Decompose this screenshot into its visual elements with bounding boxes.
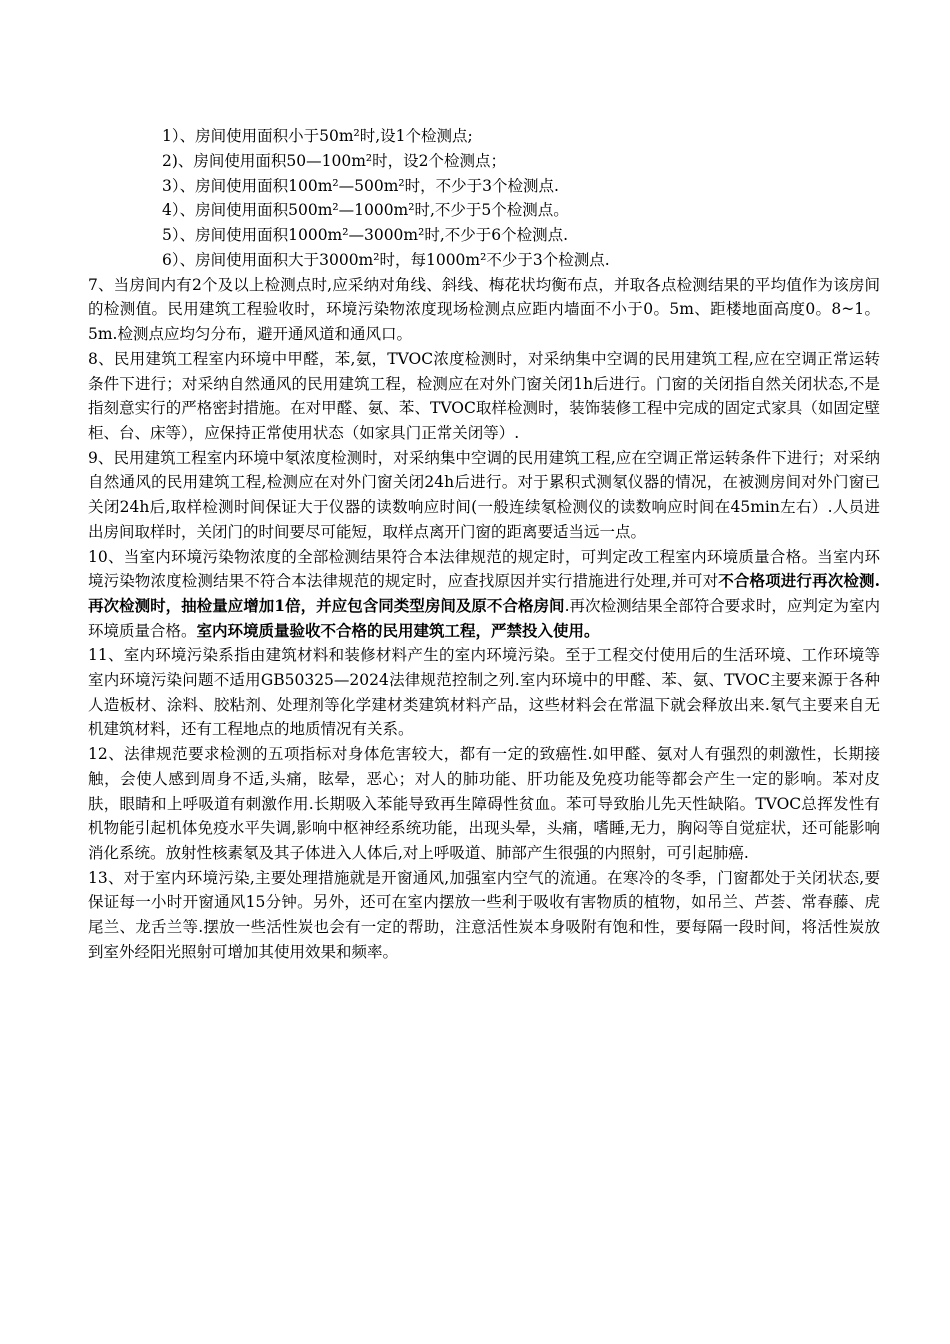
paragraph-13: 13、对于室内环境污染,主要处理措施就是开窗通风,加强室内空气的流通。在寒冷的冬季，门窗都处于关闭状态,要保证每一小时开窗通风15分钟。另外，还可在室内摆放一些利于吸收有害物质的植物，如吊兰、芦荟、常春藤、虎尾兰、龙舌兰等.摆放一些活性炭也会有一定的帮助，注意活性炭本身吸附有饱和性，要每隔一段时间，将活性炭放到室外经阳光照射可增加其使用效果和频率。 bbox=[88, 868, 880, 961]
paragraph-9: 9、民用建筑工程室内环境中氡浓度检测时，对采纳集中空调的民用建筑工程,应在空调正常运转条件下进行；对采纳自然通风的民用建筑工程,检测应在对外门窗关闭24h后进行。对于累积式测氡仪器的情况，在被测房间对外门窗已关闭24h后,取样检测时间保证大于仪器的读数响应时间(一般连续氡检测仪的读数响应时间在45min左右）.人员进出房间取样时，关闭门的时间要尽可能短，取样点离开门窗的距离要适当远一点。 bbox=[88, 448, 880, 541]
list-item-4: 4）、房间使用面积500m²—1000m²时,不少于5个检测点。 bbox=[162, 201, 569, 220]
paragraph-7: 7、当房间内有2个及以上检测点时,应采纳对角线、斜线、梅花状均衡布点，并取各点检测结果的平均值作为该房间的检测值。民用建筑工程验收时，环境污染物浓度现场检测点应距内墙面不小于0。5m、距楼地面高度0。8~1。5m.检测点应均匀分布，避开通风道和通风口。 bbox=[88, 275, 880, 344]
paragraph-11: 11、室内环境污染系指由建筑材料和装修材料产生的室内环境污染。至于工程交付使用后的生活环境、工作环境等室内环境污染问题不适用GB50325—2024法律规范控制之列.室内环境中的甲醛、苯、氨、TVOC主要来源于各种人造板材、涂料、胶粘剂、处理剂等化学建材类建筑材料产品，这些材料会在常温下就会释放出来.氡气主要来自无机建筑材料，还有工程地点的地质情况有关系。 bbox=[88, 646, 880, 739]
list-item-5: 5）、房间使用面积1000m²—3000m²时,不少于6个检测点. bbox=[162, 226, 569, 245]
paragraph-10 bbox=[88, 545, 880, 644]
paragraph-10-bold-d: 室内环境质量验收不合格的民用建筑工程，严禁投入使用。 bbox=[196, 620, 600, 640]
document-page bbox=[88, 124, 880, 964]
list-item-1: 1）、房间使用面积小于50m²时,设1个检测点; bbox=[162, 127, 473, 145]
list-item-6: 6）、房间使用面积大于3000m²时，每1000m²不少于3个检测点. bbox=[162, 250, 610, 269]
paragraph-10-text-c: .再次检测结果全部符合要求时，应判定为室内环境质量合格。 bbox=[88, 596, 880, 640]
list-item-2: 2)、房间使用面积50—100m²时，设2个检测点； bbox=[162, 151, 506, 170]
paragraph-10-text-a: 10、当室内环境污染物浓度的全部检测结果符合本法律规范的规定时，可判定改工程室内环境质量合格。当室内环境污染物浓度检测结果不符合本法律规范的规定时，应查找原因并实行措施进行处理,并可对 bbox=[88, 547, 880, 591]
paragraph-8: 8、民用建筑工程室内环境中甲醛，苯,氨，TVOC浓度检测时，对采纳集中空调的民用建筑工程,应在空调正常运转条件下进行；对采纳自然通风的民用建筑工程，检测应在对外门窗关闭1h后进行。门窗的关闭指自然关闭状态,不是指刻意实行的严格密封措施。在对甲醛、氨、苯、TVOC取样检测时，装饰装修工程中完成的固定式家具（如固定壁柜、台、床等），应保持正常使用状态（如家具门正常关闭等）. bbox=[88, 349, 880, 442]
paragraph-12: 12、法律规范要求检测的五项指标对身体危害较大，都有一定的致癌性.如甲醛、氨对人有强烈的刺激性，长期接触，会使人感到周身不适,头痛，眩晕，恶心；对人的肺功能、肝功能及免疫功能等都会产生一定的影响。苯对皮肤，眼睛和上呼吸道有刺激作用.长期吸入苯能导致再生障碍性贫血。苯可导致胎儿先天性缺陷。TVOC总挥发性有机物能引起机体免疫水平失调,影响中枢神经系统功能，出现头晕，头痛，嗜睡,无力，胸闷等自觉症状，还可能影响消化系统。放射性核素氡及其子体进入人体后,对上呼吸道、肺部产生很强的内照射，可引起肺癌. bbox=[88, 745, 880, 862]
paragraph-10-bold-b: 不合格项进行再次检测.再次检测时，抽检量应增加1倍，并应包含同类型房间及原不合格房间 bbox=[88, 571, 880, 615]
list-item-3: 3）、房间使用面积100m²—500m²时，不少于3个检测点. bbox=[162, 176, 559, 195]
